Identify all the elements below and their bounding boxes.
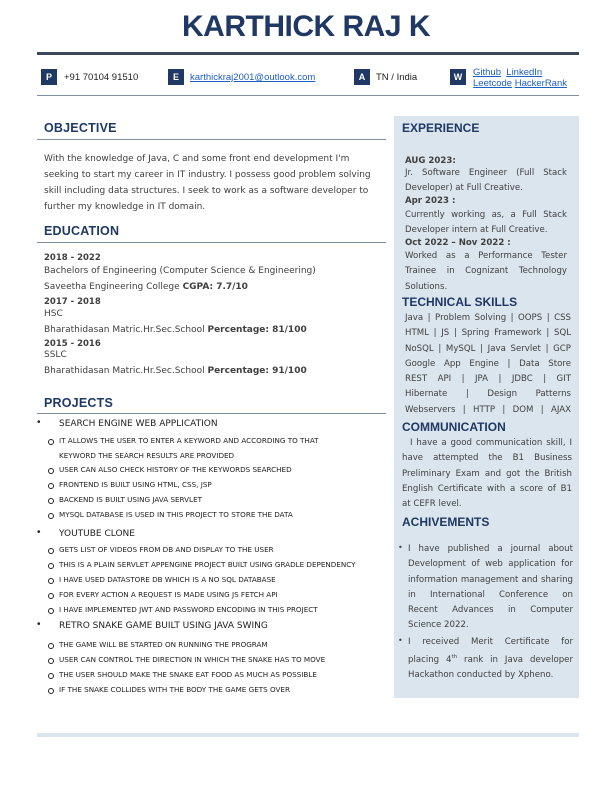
project-point: MYSQL DATABASE IS USED IN THIS PROJECT TO STORE THE DATA [59, 510, 293, 519]
project-point: BACKEND IS BUILT USING JAVA SERVLET [59, 495, 202, 504]
skills-list [405, 311, 571, 418]
circle-bullet-icon [48, 483, 54, 489]
circle-bullet-icon [48, 548, 54, 554]
education-degree: Bachelors of Engineering (Computer Science & Engineering) [44, 266, 316, 276]
project-title: RETRO SNAKE GAME BUILT USING JAVA SWING [59, 621, 268, 631]
education-school-row [44, 282, 248, 292]
education-school: Bharathidasan Matric.Hr.Sec.School [44, 366, 205, 376]
web-icon: W [450, 69, 466, 85]
experience-line: Solutions. [405, 281, 448, 292]
objective-text [44, 151, 389, 215]
circle-bullet-icon [48, 593, 54, 599]
achievement-line: Science 2022. [408, 620, 469, 631]
contact-rule [37, 95, 579, 96]
education-years: 2015 - 2016 [44, 339, 101, 349]
email-icon: E [168, 69, 184, 85]
circle-bullet-icon [48, 643, 54, 649]
education-rule [37, 242, 386, 243]
experience-line: Developer) at Full Creative. [405, 183, 523, 194]
project-point: USER CAN CONTROL THE DIRECTION IN WHICH THE SNAKE HAS TO MOVE [59, 655, 326, 664]
education-degree: SSLC [44, 350, 67, 360]
superscript: th [451, 654, 458, 661]
project-point: I HAVE USED DATASTORE DB WHICH IS A NO SQL DATABASE [59, 575, 276, 584]
communication-heading: COMMUNICATION [402, 420, 506, 434]
circle-bullet-icon [48, 439, 54, 445]
experience-line: Jr. Software Engineer (Full Stack [405, 168, 567, 178]
skills-line: REST API | JPA | JDBC | GIT [405, 374, 571, 385]
objective-line: With the knowledge of Java, C and some front end development I'm [44, 154, 350, 164]
project-point: THIS IS A PLAIN SERVLET APPENGINE PROJECT BUILT USING GRADLE DEPENDENCY [59, 560, 356, 569]
leetcode-link[interactable]: Leetcode [473, 78, 513, 89]
achievement-line: I received Merit Certificate for [408, 637, 573, 647]
experience-line: Worked as a Performance Tester [405, 251, 567, 261]
achievement-line: Hackathon conducted by Xpheno. [408, 670, 554, 681]
achievement-text [408, 635, 573, 684]
circle-bullet-icon [48, 673, 54, 679]
experience-date: AUG 2023: [405, 156, 456, 166]
github-link[interactable]: Github [473, 67, 501, 78]
achievement-line: I have published a journal about [408, 544, 573, 554]
education-heading: EDUCATION [44, 224, 120, 238]
achievements-heading: ACHIVEMENTS [402, 515, 490, 529]
education-score: Percentage: 91/100 [207, 366, 307, 376]
education-score: Percentage: 81/100 [207, 325, 307, 335]
project-point: THE GAME WILL BE STARTED ON RUNNING THE PROGRAM [59, 640, 268, 649]
project-title: SEARCH ENGINE WEB APPLICATION [59, 419, 218, 429]
address-text: TN / India [376, 72, 418, 83]
experience-desc [405, 166, 567, 197]
communication-line: at CEFR level. [402, 499, 462, 510]
education-school-row [44, 325, 307, 335]
bullet-icon: • [37, 417, 41, 428]
circle-bullet-icon [48, 658, 54, 664]
address-icon: A [354, 69, 370, 85]
communication-line: I have a good communication skill, I [410, 438, 572, 448]
education-school: Saveetha Engineering College [44, 282, 180, 292]
project-point: USER CAN ALSO CHECK HISTORY OF THE KEYWORDS SEARCHED [59, 465, 292, 474]
communication-line: Preliminary Exam and got the British [402, 468, 572, 479]
education-years: 2017 - 2018 [44, 297, 101, 307]
experience-line: Trainee in Cognizant Technology [405, 266, 567, 277]
achievement-line: information management and sharing [408, 574, 573, 585]
project-point: FRONTEND IS BUILT USING HTML, CSS, JSP [59, 480, 212, 489]
objective-line: further my knowledge in IT domain. [44, 202, 206, 212]
projects-heading: PROJECTS [44, 396, 113, 410]
project-point: IT ALLOWS THE USER TO ENTER A KEYWORD AND ACCORDING TO THAT [59, 436, 319, 445]
objective-heading: OBJECTIVE [44, 121, 117, 135]
experience-heading: EXPERIENCE [402, 121, 480, 135]
skills-line: NoSQL | MySQL | Java Servlet | GCP [405, 343, 571, 354]
objective-line: skill including data structures. I seek to work as a software developer to [44, 186, 369, 196]
achievement-text [408, 542, 573, 634]
project-point: FOR EVERY ACTION A REQUEST IS MADE USING JS FETCH API [59, 590, 278, 599]
education-years: 2018 - 2022 [44, 253, 101, 263]
project-point: GETS LIST OF VIDEOS FROM DB AND DISPLAY TO THE USER [59, 545, 274, 554]
linkedin-link[interactable]: LinkedIn [506, 67, 543, 78]
bullet-icon: • [37, 619, 41, 630]
experience-line: Currently working as, a Full Stack [405, 210, 567, 220]
bullet-icon: • [398, 543, 403, 552]
achievement-line: in International Conference on [408, 589, 573, 600]
communication-line: English Certificate with a score of B1 [402, 483, 572, 494]
experience-desc [405, 208, 567, 239]
circle-bullet-icon [48, 688, 54, 694]
skills-line: Google App Engine | Data Store [405, 358, 571, 369]
header-rule [37, 52, 579, 55]
circle-bullet-icon [48, 513, 54, 519]
achievement-line: placing 4th rank in Java developer [408, 654, 573, 666]
web-links-row-2 [473, 78, 567, 89]
hackerrank-link[interactable]: HackerRank [514, 78, 568, 89]
experience-desc [405, 249, 567, 295]
experience-date: Apr 2023 : [405, 196, 456, 206]
objective-line: seeking to start my career in IT industry. I possess good problem solving [44, 170, 371, 180]
phone-icon: P [41, 69, 57, 85]
circle-bullet-icon [48, 578, 54, 584]
resume-name: KARTHICK RAJ K [182, 10, 430, 43]
skills-line: HTML | JS | Spring Framework | SQL [405, 328, 571, 339]
circle-bullet-icon [48, 468, 54, 474]
achievement-line: Development of web application for [408, 559, 573, 570]
phone-number: +91 70104 91510 [64, 72, 139, 83]
skills-line: Webservers | HTTP | DOM | AJAX [405, 404, 571, 415]
objective-rule [37, 139, 386, 140]
circle-bullet-icon [48, 498, 54, 504]
projects-rule [37, 413, 386, 414]
bullet-icon: • [398, 636, 403, 645]
communication-text [402, 436, 572, 512]
project-point: IF THE SNAKE COLLIDES WITH THE BODY THE GAME GETS OVER [59, 685, 290, 694]
project-point: I HAVE IMPLEMENTED JWT AND PASSWORD ENCODING IN THIS PROJECT [59, 605, 318, 614]
communication-line: have attempted the B1 Business [402, 453, 572, 464]
education-school: Bharathidasan Matric.Hr.Sec.School [44, 325, 205, 335]
experience-date: Oct 2022 – Nov 2022 : [405, 238, 511, 248]
education-degree: HSC [44, 309, 63, 319]
project-title: YOUTUBE CLONE [59, 529, 135, 539]
achievement-line: Recent Advances in Computer [408, 605, 573, 616]
skills-line: Java | Problem Solving | OOPS | CSS [405, 313, 571, 323]
circle-bullet-icon [48, 563, 54, 569]
bullet-icon: • [37, 527, 41, 538]
email-link[interactable]: karthickraj2001@outlook.com [190, 72, 316, 83]
skills-line: Hibernate | Design Patterns [405, 389, 571, 400]
skills-heading: TECHNICAL SKILLS [402, 295, 518, 309]
experience-line: Developer intern at Full Creative. [405, 225, 548, 236]
project-point: KEYWORD THE SEARCH RESULTS ARE PROVIDED [59, 451, 235, 460]
web-links-row-1 [473, 67, 542, 78]
education-school-row [44, 366, 307, 376]
circle-bullet-icon [48, 608, 54, 614]
footer-rule [37, 733, 579, 737]
project-point: THE USER SHOULD MAKE THE SNAKE EAT FOOD AS MUCH AS POSSIBLE [59, 670, 317, 679]
education-score: CGPA: 7.7/10 [182, 282, 248, 292]
